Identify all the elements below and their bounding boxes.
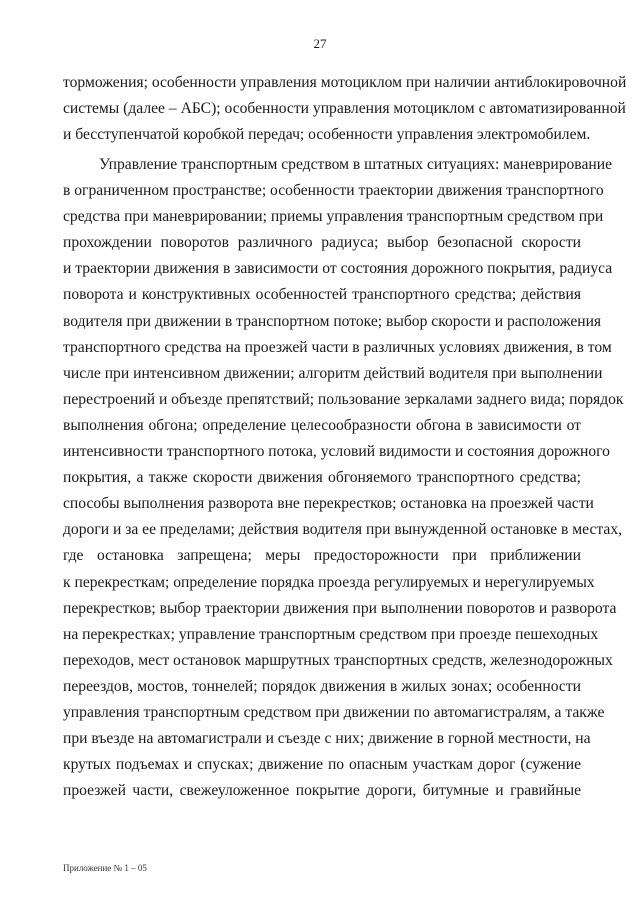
text-line: при въезде на автомагистрали и съезде с них; движение в горной местности, на (63, 730, 591, 748)
paragraph-2 (63, 152, 624, 804)
text-line: крутых подъемах и спусках; движение по опасным участкам дорог (сужение (63, 756, 581, 774)
text-line: в ограниченном пространстве; особенности траектории движения транспортного (63, 182, 604, 200)
text-line: перекрестков; выбор траектории движения при выполнении поворотов и разворота (63, 599, 617, 617)
text-line: на перекрестках; управление транспортным средством при проезде пешеходных (63, 625, 599, 643)
text-line: торможения; особенности управления мотоциклом при наличии антиблокировочной (63, 74, 627, 91)
text-line: переходов, мест остановок маршрутных транспортных средств, железнодорожных (63, 651, 613, 669)
text-line: поворота и конструктивных особенностей транспортного средства; действия (63, 286, 581, 304)
text-line: дороги и за ее пределами; действия водителя при вынужденной остановке в местах, (63, 521, 623, 539)
text-line: прохождении поворотов различного радиуса; выбор безопасной скорости (63, 234, 581, 252)
text-line: где остановка запрещена; меры предосторожности при приближении (63, 547, 581, 565)
page-number: 27 (313, 36, 327, 51)
text-line: перестроений и объезде препятствий; пользование зеркалами заднего вида; порядок (63, 390, 624, 408)
paragraph-1 (63, 70, 627, 148)
text-line: способы выполнения разворота вне перекрестков; остановка на проезжей части (63, 495, 594, 513)
text-line: интенсивности транспортного потока, условий видимости и состояния дорожного (63, 443, 610, 461)
text-line: выполнения обгона; определение целесообразности обгона в зависимости от (63, 416, 581, 434)
text-line: переездов, мостов, тоннелей; порядок движения в жилых зонах; особенности (63, 677, 581, 695)
footer-note: Приложение № 1 – 05 (63, 863, 147, 873)
text-line: системы (далее – АБС); особенности управления мотоциклом с автоматизированной (63, 100, 626, 118)
text-line: проезжей части, свежеуложенное покрытие дороги, битумные и гравийные (63, 782, 581, 800)
text-line: и траектории движения в зависимости от состояния дорожного покрытия, радиуса (63, 260, 613, 278)
text-line: к перекресткам; определение порядка проезда регулируемых и нерегулируемых (63, 573, 595, 591)
text-line: водителя при движении в транспортном потоке; выбор скорости и расположения (63, 312, 602, 330)
text-line: числе при интенсивном движении; алгоритм действий водителя при выполнении (63, 364, 603, 382)
text-line: средства при маневрировании; приемы управления транспортным средством при (63, 208, 604, 226)
text-line: покрытия, а также скорости движения обгоняемого транспортного средства; (63, 469, 581, 487)
text-line: Управление транспортным средством в штатных ситуациях: маневрирование (99, 156, 612, 173)
text-line: управления транспортным средством при движении по автомагистралям, а также (63, 703, 605, 721)
text-line: и бесступенчатой коробкой передач; особенности управления электромобилем. (63, 126, 591, 144)
text-line: транспортного средства на проезжей части в различных условиях движения, в том (63, 338, 612, 356)
